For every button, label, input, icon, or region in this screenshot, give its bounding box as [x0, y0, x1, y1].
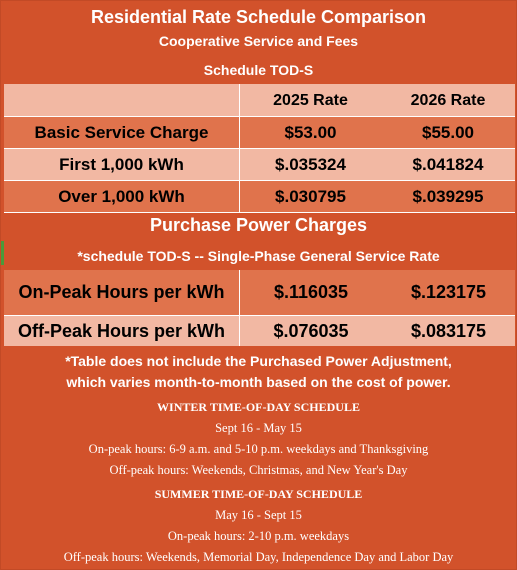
summer-schedule — [1, 484, 516, 568]
table-row — [4, 316, 515, 346]
rate-2026: $.039295 — [412, 186, 484, 206]
schedule-label: Schedule TOD-S — [203, 62, 314, 78]
summer-on-peak: On-peak hours: 2-10 p.m. weekdays — [167, 529, 350, 543]
row-label: Off-Peak Hours per kWh — [17, 320, 226, 341]
rate-2026: $55.00 — [422, 122, 474, 142]
winter-schedule — [1, 397, 516, 481]
table-row — [4, 181, 515, 213]
purchase-power-title: Purchase Power Charges — [149, 215, 368, 235]
rate-2026: $.041824 — [412, 154, 484, 174]
note-line-1: *Table does not include the Purchased Power Adjustment, — [65, 353, 452, 369]
rate-2026: $.083175 — [410, 320, 487, 341]
row-label: On-Peak Hours per kWh — [18, 282, 225, 302]
page-subtitle: Cooperative Service and Fees — [158, 33, 359, 49]
row-label: First 1,000 kWh — [59, 154, 184, 174]
winter-dates: Sept 16 - May 15 — [215, 421, 302, 435]
rate-2026: $.123175 — [410, 282, 487, 302]
header-cell-label — [4, 84, 239, 116]
purchase-power-table — [4, 270, 515, 346]
winter-heading: WINTER TIME-OF-DAY SCHEDULE — [157, 400, 360, 414]
table-row — [4, 149, 515, 181]
summer-heading: SUMMER TIME-OF-DAY SCHEDULE — [154, 487, 363, 501]
summer-dates: May 16 - Sept 15 — [215, 508, 302, 522]
rate-2025: $53.00 — [239, 117, 381, 148]
table-row — [4, 270, 515, 316]
header-cell-2025: 2025 Rate — [239, 84, 381, 116]
note-line-2: which varies month-to-month based on the cost of power. — [66, 374, 451, 390]
rate-table-header — [4, 84, 515, 117]
rate-table — [4, 84, 515, 213]
table-row — [4, 117, 515, 149]
rate-2025: $.076035 — [239, 316, 382, 346]
rate-2025: $.035324 — [239, 149, 381, 180]
purchase-power-subtitle: *schedule TOD-S -- Single-Phase General Service Rate — [77, 248, 440, 264]
rate-2025: $.116035 — [239, 270, 382, 315]
table-note — [1, 351, 516, 393]
rate-2025: $.030795 — [239, 181, 381, 212]
summer-off-peak: Off-peak hours: Weekends, Memorial Day, Independence Day and Labor Day — [63, 550, 454, 564]
header-cell-2026: 2026 Rate — [410, 92, 486, 109]
row-label: Over 1,000 kWh — [58, 186, 185, 206]
page-title: Residential Rate Schedule Comparison — [90, 7, 427, 27]
winter-off-peak: Off-peak hours: Weekends, Christmas, and New Year's Day — [109, 463, 408, 477]
winter-on-peak: On-peak hours: 6-9 a.m. and 5-10 p.m. weekdays and Thanksgiving — [88, 442, 429, 456]
row-label: Basic Service Charge — [34, 122, 209, 142]
